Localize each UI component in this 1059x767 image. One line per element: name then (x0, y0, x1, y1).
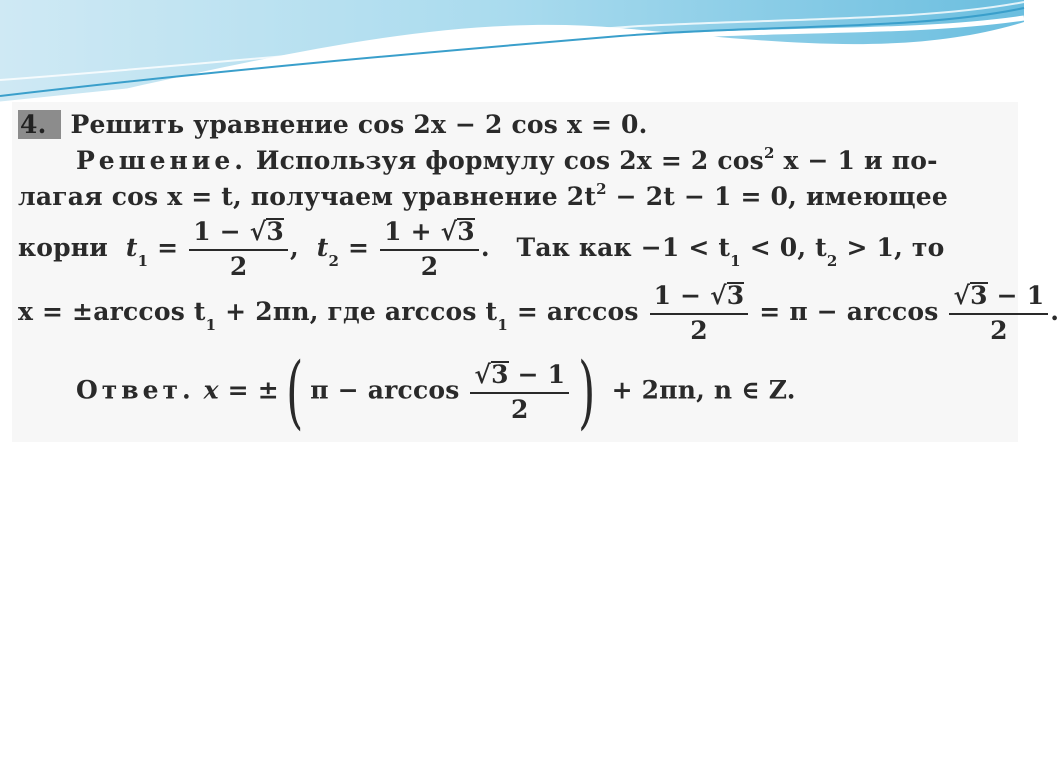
fraction-arccos-2: $\frac{√3 - 1}{2}$ (949, 282, 1048, 345)
fraction-t2: $\frac{1 + √3}{2}$ (380, 218, 479, 281)
fraction-arccos-1: $\frac{1 - √3}{2}$ (650, 282, 749, 345)
fraction-answer: $\frac{√3 - 1}{2}$ (470, 361, 569, 424)
right-paren: ) (578, 345, 596, 438)
answer-line: Ответ. x = ±( π − arccos $\frac{√3 - 1}{2}$ ) + 2πn, n ∈ Z. (76, 345, 796, 438)
problem-title: Решить уравнение cos 2x − 2 cos x = 0. (70, 110, 648, 139)
solution-line-1: Решение. Используя формулу cos 2x = 2 $\cos^2 x - 1$ и по- (76, 143, 938, 175)
left-paren: ( (285, 345, 304, 438)
header-wave-decoration (0, 0, 1024, 110)
solution-line-2: лагая cos x = t, получаем уравнение $2t^2 - 2t - 1 = 0$, имеющее (18, 179, 949, 211)
solution-line-3: корни $t_1$ = $\frac{1 - √3}{2}$ , $t_2$ = $\frac{1 + √3}{2}$ . Так как $-1 < t_1 < 0$, $t_2 > 1$, то (18, 217, 945, 281)
solution-line-4: x = ±arccos $t_1 + 2\pi n$, где $\arccos t_1 = \arccos$ $\frac{1 - √3}{2}$ = π − arccos $\frac{√3 - 1}{2}$ . (18, 281, 1059, 345)
solution-label: Решение. (76, 146, 247, 175)
fraction-t1: $\frac{1 - √3}{2}$ (189, 218, 288, 281)
textbook-scan (12, 102, 1059, 442)
answer-label: Ответ. (76, 375, 195, 405)
problem-number: 4. (18, 110, 61, 139)
problem-title-line (18, 110, 648, 139)
